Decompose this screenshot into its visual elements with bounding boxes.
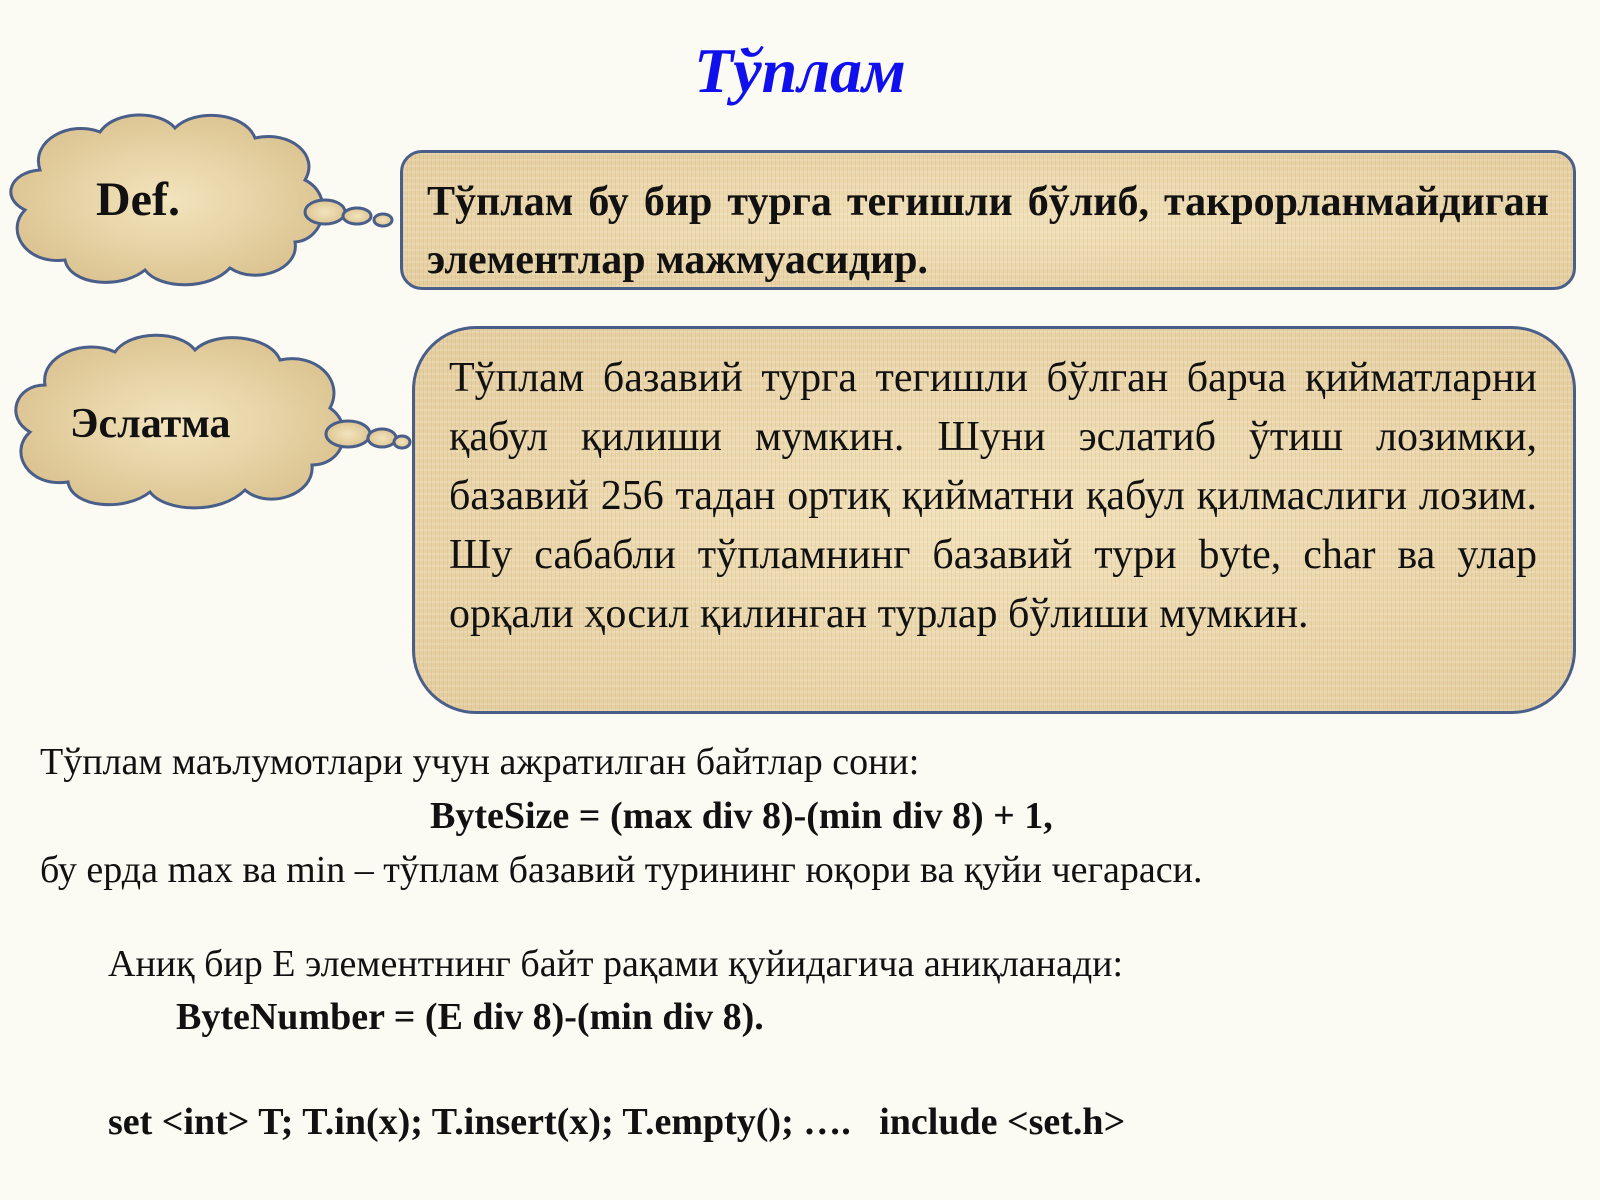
bytesize-formula: ByteSize = (max div 8)-(min div 8) + 1, xyxy=(430,795,1053,837)
page-title: Тўплам xyxy=(694,35,906,106)
def-label: Def. xyxy=(96,173,180,226)
bytenumber-formula: ByteNumber = (E div 8)-(min div 8). xyxy=(176,996,764,1038)
bytenumber-intro-text: Аниқ бир Е элементнинг байт рақами қуйидагича аниқланади: xyxy=(108,943,1124,985)
def-thought-cloud xyxy=(0,110,400,290)
definition-box xyxy=(400,150,1576,290)
note-text: Тўплам базавий турга тегишли бўлган барча қийматларни қабул қилиши мумкин. Шуни эслатиб ўтиш лозимки, базавий 256 тадан ортиқ қийматни қабул қилмаслиги лозим. Шу сабабли тўпламнинг базавий тури byte, char ва улар орқали ҳосил қилинган турлар бўлиши мумкин. xyxy=(449,355,1537,637)
note-box xyxy=(412,326,1576,714)
definition-text: Тўплам бу бир турга тегишли бўлиб, такрорланмайдиган элементлар мажмуасидир. xyxy=(427,179,1549,283)
min-max-explanation: бу ерда max ва min – тўплам базавий турининг юқори ва қуйи чегараси. xyxy=(40,849,1203,891)
set-code-example: set <int> T; T.in(x); T.insert(x); T.empty(); …. include <set.h> xyxy=(108,1101,1126,1143)
note-label: Эслатма xyxy=(70,401,231,447)
bytes-intro-text: Тўплам маълумотлари учун ажратилган байтлар сони: xyxy=(40,741,920,783)
